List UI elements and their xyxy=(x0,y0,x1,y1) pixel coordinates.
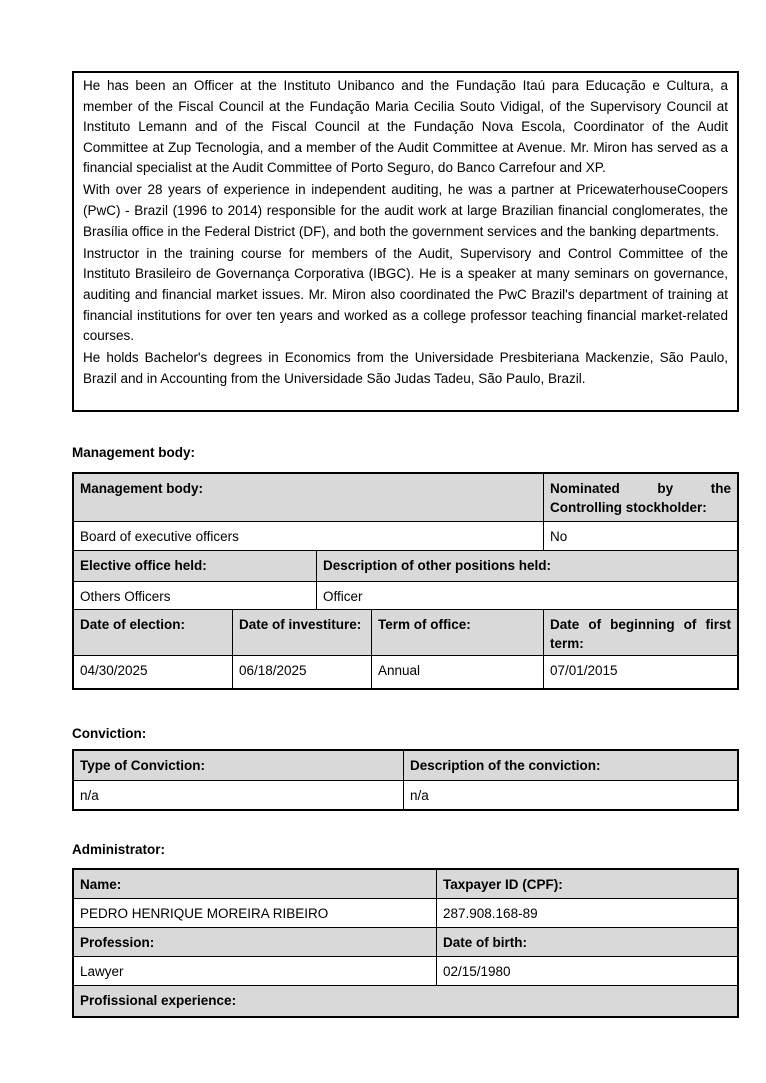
profession-value-cell: Lawyer xyxy=(74,957,437,986)
elective-office-header-cell: Elective office held: xyxy=(74,551,317,582)
date-of-investiture-value-cell: 06/18/2025 xyxy=(233,656,372,688)
management-body-table xyxy=(72,472,739,690)
profession-header-cell: Profession: xyxy=(74,928,437,957)
taxpayer-id-header-cell: Taxpayer ID (CPF): xyxy=(437,870,737,899)
table-row xyxy=(74,474,737,522)
other-positions-value-cell: Officer xyxy=(317,582,737,610)
professional-experience-header-cell: Profissional experience: xyxy=(74,986,737,1016)
biography-paragraph-3: Instructor in the training course for members of the Audit, Supervisory and Control Committee of the Instituto Brasileiro de Governança Corporativa (IBGC). He is a speaker at many seminars on governance, auditing and financial market issues. Mr. Miron also coordinated the PwC Brazil's department of training at financial institutions for over ten years and worked as a college professor teaching financial market-related courses. xyxy=(83,245,728,344)
table-row xyxy=(74,928,737,957)
conviction-description-header-cell: Description of the conviction: xyxy=(404,751,737,781)
table-row xyxy=(74,582,737,610)
first-term-start-header-cell: Date of beginning of first term: xyxy=(544,610,737,656)
management-body-header-cell: Management body: xyxy=(74,474,544,522)
name-header-cell: Name: xyxy=(74,870,437,899)
date-of-birth-header-cell: Date of birth: xyxy=(437,928,737,957)
biography-paragraph-4: He holds Bachelor's degrees in Economics from the Universidade Presbiteriana Mackenzie, São Paulo, Brazil and in Accounting from the Universidade São Judas Tadeu, São Paulo, Brazil. xyxy=(83,350,728,386)
first-term-start-value-cell: 07/01/2015 xyxy=(550,663,618,678)
nominated-by-controller-value-cell: No xyxy=(544,522,737,551)
date-of-birth-value-cell: 02/15/1980 xyxy=(437,957,737,986)
table-row xyxy=(74,751,737,781)
biography-paragraph-1: He has been an Officer at the Instituto Unibanco and the Fundação Itaú para Educação e Cultura, a member of the Fiscal Council at the Fundação Maria Cecilia Souto Vidigal, of the Supervisory Council at Instituto Lemann and of the Fiscal Council at the Fundação Nova Escola, Coordinator of the Audit Committee at Zup Tecnologia, and a member of the Audit Committee at Avenue. Mr. Miron has served as a financial specialist at the Audit Committee of Porto Seguro, do Banco Carrefour and XP. xyxy=(83,78,728,176)
conviction-type-value-cell: n/a xyxy=(74,781,404,809)
date-of-election-header-cell: Date of election: xyxy=(74,610,233,656)
date-of-election-value-cell: 04/30/2025 xyxy=(74,656,233,688)
nominated-by-controller-header-cell: Nominated by the Controlling stockholder: xyxy=(544,474,737,522)
table-row xyxy=(74,610,737,656)
table-row xyxy=(74,781,737,809)
table-row xyxy=(74,870,737,899)
taxpayer-id-value-cell: 287.908.168-89 xyxy=(437,899,737,928)
biography-text-box xyxy=(72,71,739,412)
table-row xyxy=(74,551,737,582)
management-body-value-cell: Board of executive officers xyxy=(74,522,544,551)
document-content xyxy=(72,71,739,1018)
management-body-heading: Management body: xyxy=(72,445,196,460)
conviction-heading: Conviction: xyxy=(72,726,147,741)
other-positions-header-cell: Description of other positions held: xyxy=(317,551,737,582)
conviction-type-header-cell: Type of Conviction: xyxy=(74,751,404,781)
table-row xyxy=(74,957,737,986)
table-row xyxy=(74,656,737,688)
elective-office-value-cell: Others Officers xyxy=(74,582,317,610)
biography-paragraph-2: With over 28 years of experience in independent auditing, he was a partner at PricewaterhouseCoopers (PwC) - Brazil (1996 to 2014) responsible for the audit work at large Brazilian financial conglomerates, the Brasília office in the Federal District (DF), and both the government services and the banking departments. xyxy=(83,182,728,239)
name-value-cell: PEDRO HENRIQUE MOREIRA RIBEIRO xyxy=(74,899,437,928)
table-row xyxy=(74,986,737,1016)
date-of-investiture-header-cell: Date of investiture: xyxy=(233,610,372,656)
conviction-description-value-cell: n/a xyxy=(410,788,429,803)
table-row xyxy=(74,522,737,551)
administrator-table xyxy=(72,868,739,1018)
term-of-office-value-cell: Annual xyxy=(372,656,544,688)
table-row xyxy=(74,899,737,928)
conviction-table xyxy=(72,749,739,811)
term-of-office-header-cell: Term of office: xyxy=(372,610,544,656)
administrator-heading: Administrator: xyxy=(72,842,166,857)
